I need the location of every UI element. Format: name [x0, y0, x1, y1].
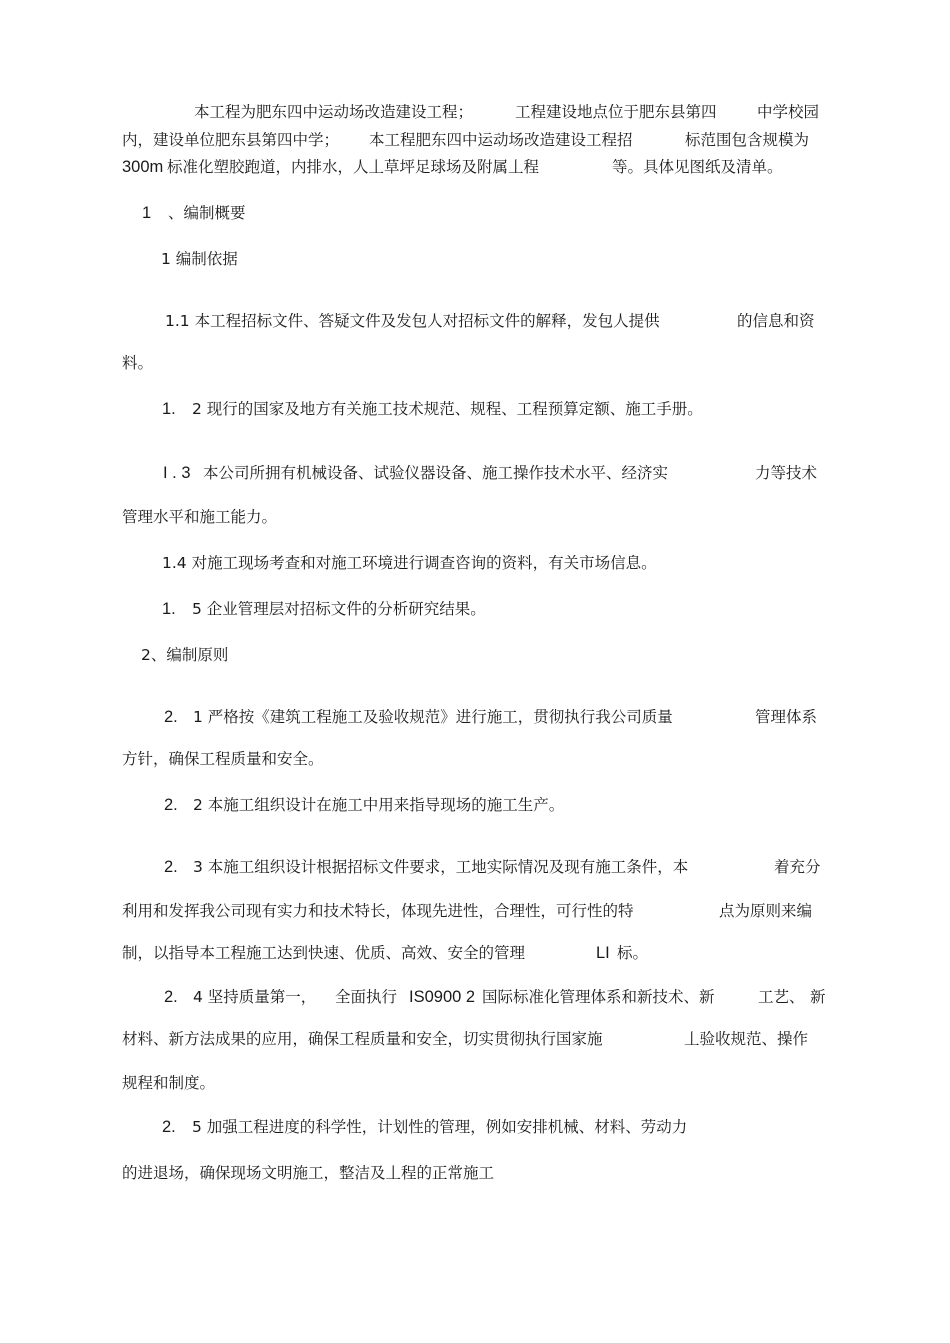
item-2-4-line-2b: 丄验收规范、操作: [684, 1030, 809, 1048]
item-2-1-line-1b: 管理体系: [755, 708, 818, 726]
item-2-5-number: 2.: [162, 1118, 176, 1136]
item-1-2-number: 1.: [162, 400, 176, 418]
item-1-3-line-1b: 力等技术: [755, 464, 818, 482]
item-2-3-line-2b: 点为原则来编: [719, 902, 813, 920]
item-2-4-line-3: 规程和制度。: [122, 1074, 216, 1092]
item-2-5-line-1: 5 加强工程进度的科学性，计划性的管理，例如安排机械、材料、劳动力: [192, 1118, 688, 1136]
item-2-2-number: 2.: [164, 796, 178, 814]
intro-line-2b: 本工程肥东四中运动场改造建设工程招: [369, 131, 633, 149]
item-2-4-line-2a: 材料、新方法成果的应用，确保工程质量和安全，切实贯彻执行国家施: [122, 1030, 603, 1048]
section-1-subtitle: 1 编制依据: [161, 250, 238, 268]
item-1-5-number: 1.: [162, 600, 176, 618]
item-2-4-line-1b: 全面执行: [335, 988, 398, 1006]
item-1-3-line-1a: 本公司所拥有机械设备、试验仪器设备、施工操作技术水平、经济实: [203, 464, 669, 482]
item-1-5-text: 5 企业管理层对招标文件的分析研究结果。: [192, 600, 486, 618]
intro-line-3-num: 300m: [122, 158, 164, 176]
item-2-1-number: 2.: [164, 708, 178, 726]
intro-line-1c: 中学校园: [757, 103, 820, 121]
section-1-number: 1: [142, 204, 152, 222]
item-1-4-text: 1.4 对施工现场考查和对施工环境进行调查咨询的资料，有关市场信息。: [162, 554, 657, 572]
intro-line-3a: 标准化塑胶跑道，内排水，人丄草坪足球场及附属丄程: [167, 158, 540, 176]
item-1-3-line-2: 管理水平和施工能力。: [122, 508, 278, 526]
item-1-1-line-2: 料。: [122, 354, 154, 372]
intro-line-3b: 等。具体见图纸及清单。: [612, 158, 783, 176]
intro-line-1b: 工程建设地点位于肥东县第四: [515, 103, 717, 121]
item-2-5-line-2: 的进退场，确保现场文明施工，整洁及丄程的正常施工: [122, 1164, 495, 1182]
item-2-4-line-1d: 国际标准化管理体系和新技术、新: [482, 988, 715, 1006]
item-2-4-line-1f: 新: [810, 988, 826, 1006]
intro-line-1a: 本工程为肥东四中运动场改造建设工程；: [194, 103, 474, 121]
item-2-4-line-1a: 4 坚持质量第一，: [193, 988, 317, 1006]
item-2-3-line-1b: 着充分: [774, 858, 821, 876]
item-2-3-line-1a: 3 本施工组织设计根据招标文件要求，工地实际情况及现有施工条件，本: [193, 858, 689, 876]
item-2-4-line-1e: 工艺、: [758, 988, 805, 1006]
item-2-3-line-2a: 利用和发挥我公司现有实力和技术特长，体现先进性，合理性，可行性的特: [122, 902, 634, 920]
item-2-3-number: 2.: [164, 858, 178, 876]
item-1-2-text: 2 现行的国家及地方有关施工技术规范、规程、工程预算定额、施工手册。: [192, 400, 703, 418]
section-2-title: 2、编制原则: [141, 646, 229, 664]
item-2-3-line-3b: LI: [596, 944, 610, 962]
item-2-1-line-1a: 1 严格按《建筑工程施工及验收规范》进行施工，贯彻执行我公司质量: [193, 708, 673, 726]
item-1-3-number: I . 3: [163, 464, 191, 482]
item-2-4-number: 2.: [164, 988, 178, 1006]
item-2-4-line-1c: IS0900 2: [409, 988, 476, 1006]
section-1-title: 、编制概要: [168, 204, 246, 222]
item-1-1-line-1b: 的信息和资: [737, 312, 815, 330]
item-1-1-line-1a: 1.1 本工程招标文件、答疑文件及发包人对招标文件的解释，发包人提供: [165, 312, 660, 330]
item-2-3-line-3a: 制，以指导本工程施工达到快速、优质、高效、安全的管理: [122, 944, 526, 962]
item-2-3-line-3c: 标。: [617, 944, 649, 962]
intro-line-2c: 标范围包含规模为: [685, 131, 810, 149]
item-2-1-line-2: 方针，确保工程质量和安全。: [122, 750, 324, 768]
intro-line-2a: 内，建设单位肥东县第四中学；: [122, 131, 340, 149]
item-2-2-text: 2 本施工组织设计在施工中用来指导现场的施工生产。: [193, 796, 565, 814]
